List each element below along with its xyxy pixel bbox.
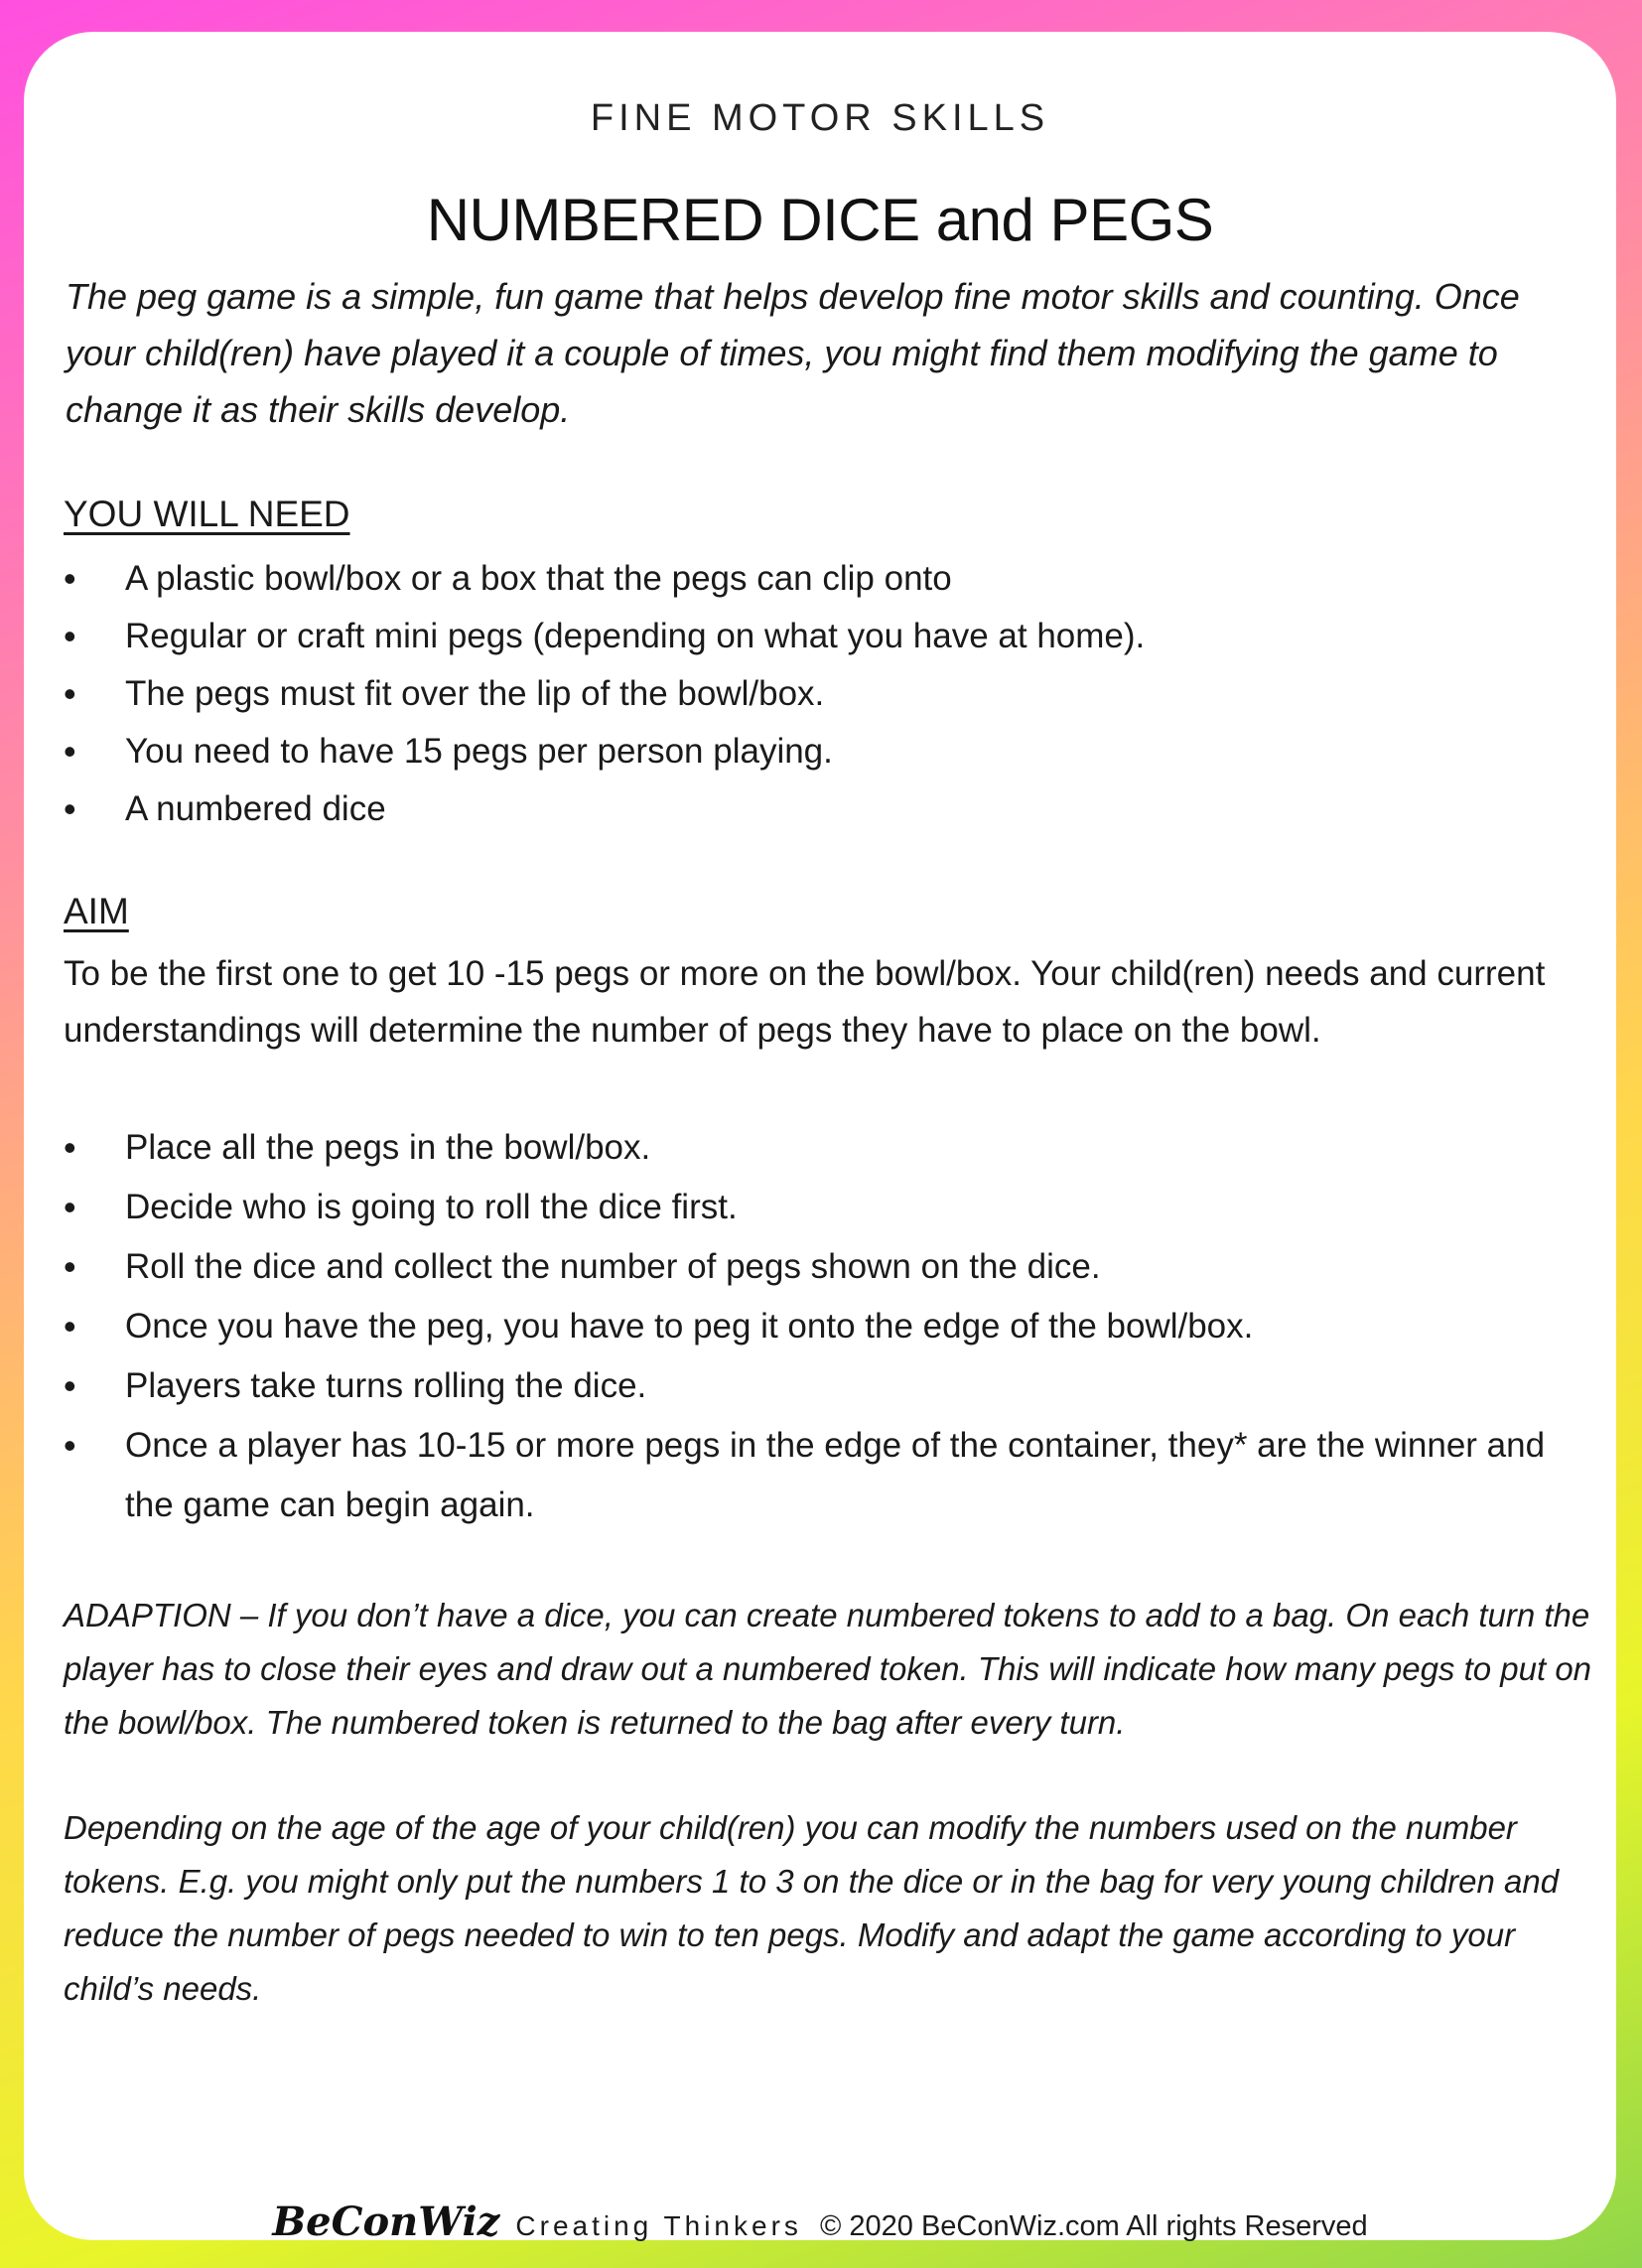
list-item: • Once a player has 10-15 or more pegs in the edge of the container, they* are the winner and the game can begin again. xyxy=(64,1416,1592,1535)
depending-paragraph: Depending on the age of the age of your child(ren) you can modify the numbers used on the number tokens. E.g. you might only put the numbers 1 to 3 on the dice or in the bag for very young children and reduce the number of pegs needed to win to ten pegs. Modify and adapt the game according to your child’s needs. xyxy=(64,1809,1560,2007)
copyright-text: © 2020 BeConWiz.com All rights Reserved xyxy=(819,2210,1368,2242)
list-item: • You need to have 15 pegs per person playing. xyxy=(64,723,1592,780)
you-will-need-list xyxy=(64,550,1592,838)
steps-list xyxy=(64,1118,1592,1535)
document-sheet xyxy=(24,32,1616,2245)
aim-paragraph: To be the first one to get 10 -15 pegs or more on the bowl/box. Your child(ren) needs and current understandings will determine the number of pegs they have to place on the bowl. xyxy=(64,954,1546,1050)
list-item: • The pegs must fit over the lip of the bowl/box. xyxy=(64,665,1592,723)
list-item: • Decide who is going to roll the dice first. xyxy=(64,1178,1592,1237)
list-item: • Regular or craft mini pegs (depending on what you have at home). xyxy=(64,608,1592,665)
you-will-need-heading: YOU WILL NEED xyxy=(64,494,350,534)
list-item: • A plastic bowl/box or a box that the pegs can clip onto xyxy=(64,550,1592,608)
list-item: • A numbered dice xyxy=(64,780,1592,838)
list-item: • Roll the dice and collect the number of pegs shown on the dice. xyxy=(64,1237,1592,1297)
aim-heading: AIM xyxy=(64,891,129,931)
list-item: • Place all the pegs in the bowl/box. xyxy=(64,1118,1592,1178)
footer xyxy=(24,2198,1616,2245)
intro-paragraph: The peg game is a simple, fun game that helps develop fine motor skills and counting. Once your child(ren) have played it a couple of times, you might find them modifying the game to change it as their skills develop. xyxy=(66,276,1520,430)
brand-logo: BeConWiz xyxy=(272,2198,500,2245)
list-item: • Once you have the peg, you have to peg it onto the edge of the bowl/box. xyxy=(64,1297,1592,1356)
category-label: FINE MOTOR SKILLS xyxy=(590,97,1050,139)
list-item: • Players take turns rolling the dice. xyxy=(64,1356,1592,1416)
brand-tagline: Creating Thinkers xyxy=(515,2210,802,2241)
adaption-paragraph: ADAPTION – If you don’t have a dice, you can create numbered tokens to add to a bag. On each turn the player has to close their eyes and draw out a numbered token. This will indicate how many pegs to put on the bowl/box. The numbered token is returned to the bag after every turn. xyxy=(64,1597,1592,1741)
page-title: NUMBERED DICE and PEGS xyxy=(426,187,1214,253)
